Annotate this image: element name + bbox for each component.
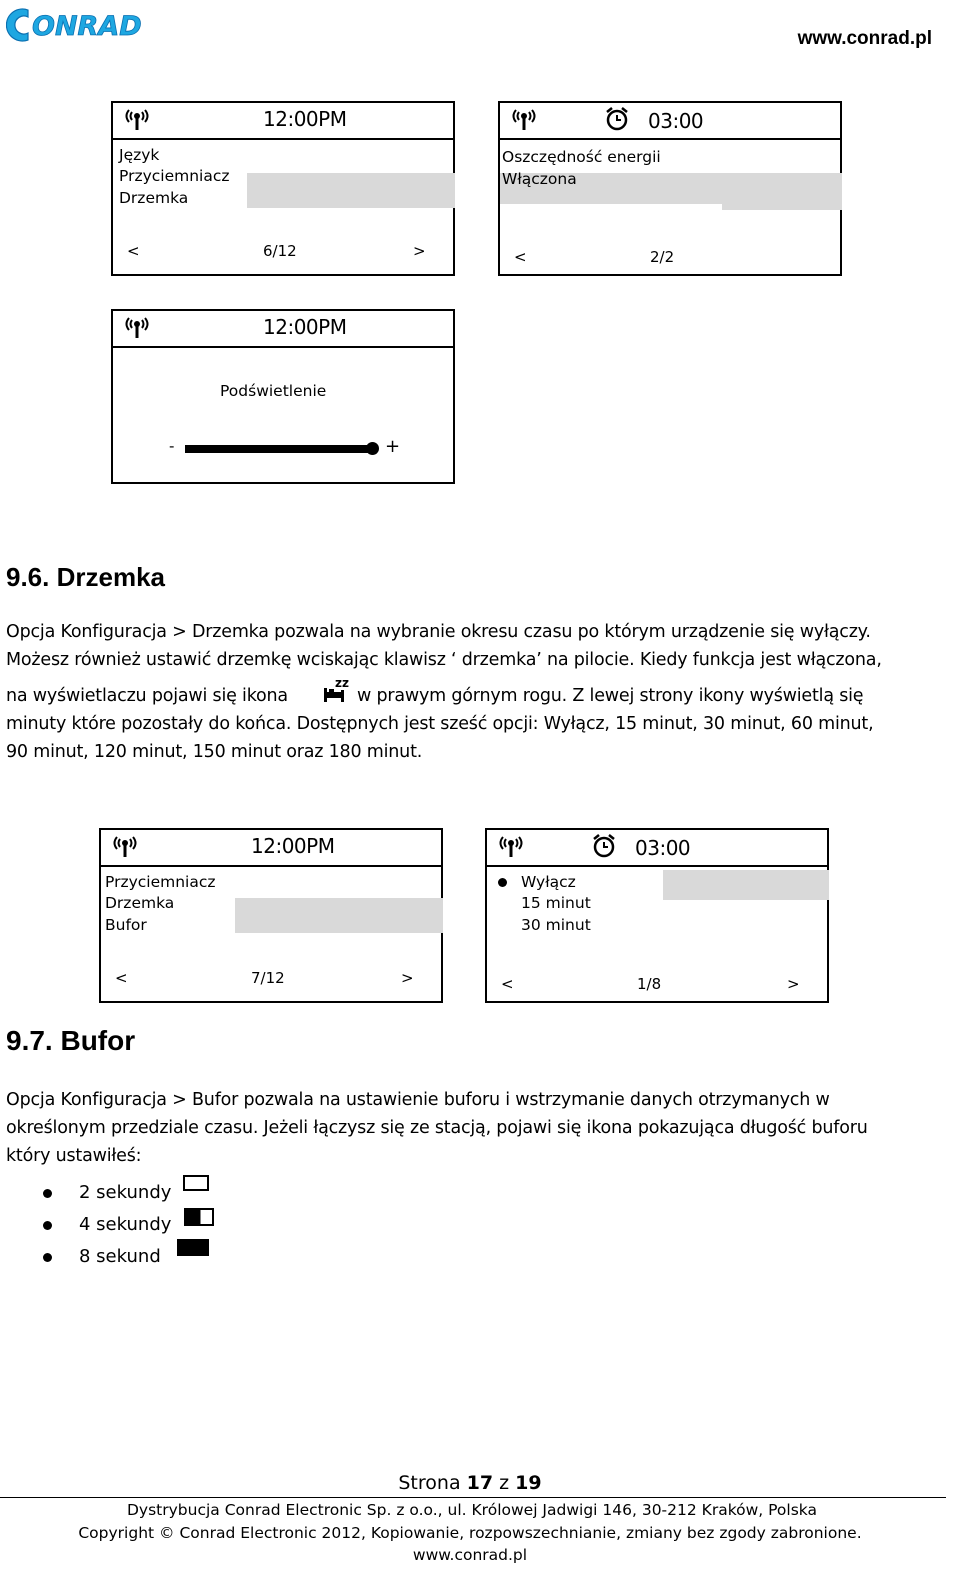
lcd-screen-sleep-options [485,828,829,1003]
page-indicator: 1/8 [637,975,662,993]
antenna-icon [111,834,139,858]
paragraph-line: Możesz również ustawić drzemkę wciskając klawisz ‘ drzemka’ na pilocie. Kiedy funkcja jest włączona, [6,650,882,670]
footer-url[interactable]: www.conrad.pl [412,1546,528,1564]
lcd-screen-energy-saving [498,101,842,276]
next-arrow: > [787,975,800,993]
lcd-status-bar [113,311,453,348]
prev-arrow: < [127,242,140,260]
minus-sign: - [169,437,175,455]
prev-arrow: < [115,969,128,987]
prev-arrow: < [501,975,514,993]
bullet-item: 8 sekund [79,1246,161,1267]
lcd-time: 12:00PM [263,315,347,339]
plus-sign: + [385,436,401,457]
backlight-slider-track [185,445,371,453]
paragraph-line: na wyświetlaczu pojawi się ikona [6,686,288,706]
page-prefix: Strona [398,1472,467,1494]
next-arrow: > [413,242,426,260]
page-separator: z [493,1472,516,1494]
radio-selected-dot [498,878,507,887]
lcd-time: 12:00PM [251,834,335,858]
header-url[interactable]: www.conrad.pl [797,28,932,49]
lcd-screen-sleep-menu [99,828,443,1003]
page-indicator: 6/12 [263,242,297,260]
lcd-status-bar [487,830,827,867]
bullet-item: 2 sekundy [79,1182,172,1203]
bullet-dot [43,1189,52,1198]
buffer-half-icon [184,1208,214,1226]
selection-highlight [247,173,455,208]
bullet-item: 4 sekundy [79,1214,172,1235]
footer-divider [0,1497,946,1498]
menu-item: Drzemka [119,189,189,207]
lcd-status-bar [101,830,441,867]
footer-address: Dystrybucja Conrad Electronic Sp. z o.o., ul. Królowej Jadwigi 146, 30-212 Kraków, Polska [126,1501,817,1519]
page-total: 19 [515,1472,542,1494]
menu-item: 30 minut [521,916,591,934]
selection-highlight [663,870,829,900]
bullet-dot [43,1221,52,1230]
paragraph-line: Opcja Konfiguracja > Bufor pozwala na ustawienie buforu i wstrzymanie danych otrzymanych w [6,1090,830,1110]
selection-highlight [235,898,443,933]
antenna-icon [497,834,525,858]
menu-item: Przyciemniacz [105,873,216,891]
paragraph-line: który ustawiłeś: [6,1146,142,1166]
page-indicator: 2/2 [650,248,675,266]
paragraph-line: w prawym górnym rogu. Z lewej strony ikony wyświetlą się [357,686,864,706]
section-heading-bufor: 9.7. Bufor [6,1025,136,1056]
lcd-screen-language-menu [111,101,455,276]
alarm-clock-icon [604,106,630,132]
lcd-time: 12:00PM [263,107,347,131]
footer-copyright: Copyright © Conrad Electronic 2012, Kopiowanie, rozpowszechnianie, zmiany bez zgody zabronione. [78,1524,862,1542]
conrad-logo [6,4,166,44]
backlight-slider-knob [366,442,379,455]
lcd-time: 03:00 [648,109,704,133]
paragraph-line: 90 minut, 120 minut, 150 minut oraz 180 minut. [6,742,423,762]
selection-highlight [722,173,842,210]
lcd-time: 03:00 [635,836,691,860]
menu-item: 15 minut [521,894,591,912]
antenna-icon [123,315,151,339]
menu-item: Przyciemniacz [119,167,230,185]
svg-text:ONRAD: ONRAD [32,11,142,42]
setting-label: Podświetlenie [220,382,327,400]
section-heading-drzemka: 9.6. Drzemka [6,562,165,592]
bullet-dot [43,1253,52,1262]
next-arrow: > [401,969,414,987]
buffer-empty-icon [183,1175,209,1191]
lcd-screen-backlight [111,309,455,484]
page-indicator: 7/12 [251,969,285,987]
prev-arrow: < [514,248,527,266]
antenna-icon [123,107,151,131]
menu-item: Oszczędność energii [502,148,661,166]
lcd-status-bar [113,103,453,140]
page-current: 17 [466,1472,494,1494]
page-number [0,1472,950,1494]
paragraph-line: Opcja Konfiguracja > Drzemka pozwala na wybranie okresu czasu po którym urządzenie się wyłączy. [6,622,871,642]
lcd-status-bar [500,103,840,140]
antenna-icon [510,107,538,131]
paragraph-line: określonym przedziale czasu. Jeżeli łączysz się ze stacją, pojawi się ikona pokazująca długość buforu [6,1118,868,1138]
alarm-clock-icon [591,833,617,859]
paragraph-line: minuty które pozostały do końca. Dostępnych jest sześć opcji: Wyłącz, 15 minut, 30 minut, 60 minut, [6,714,874,734]
menu-item: Wyłącz [521,873,576,891]
menu-item: Język [119,146,160,164]
menu-item: Włączona [502,170,577,188]
svg-text:zz: zz [335,676,349,690]
sleep-timer-icon [323,676,349,704]
menu-item: Drzemka [105,894,175,912]
menu-item: Bufor [105,916,147,934]
buffer-full-icon [177,1239,209,1256]
